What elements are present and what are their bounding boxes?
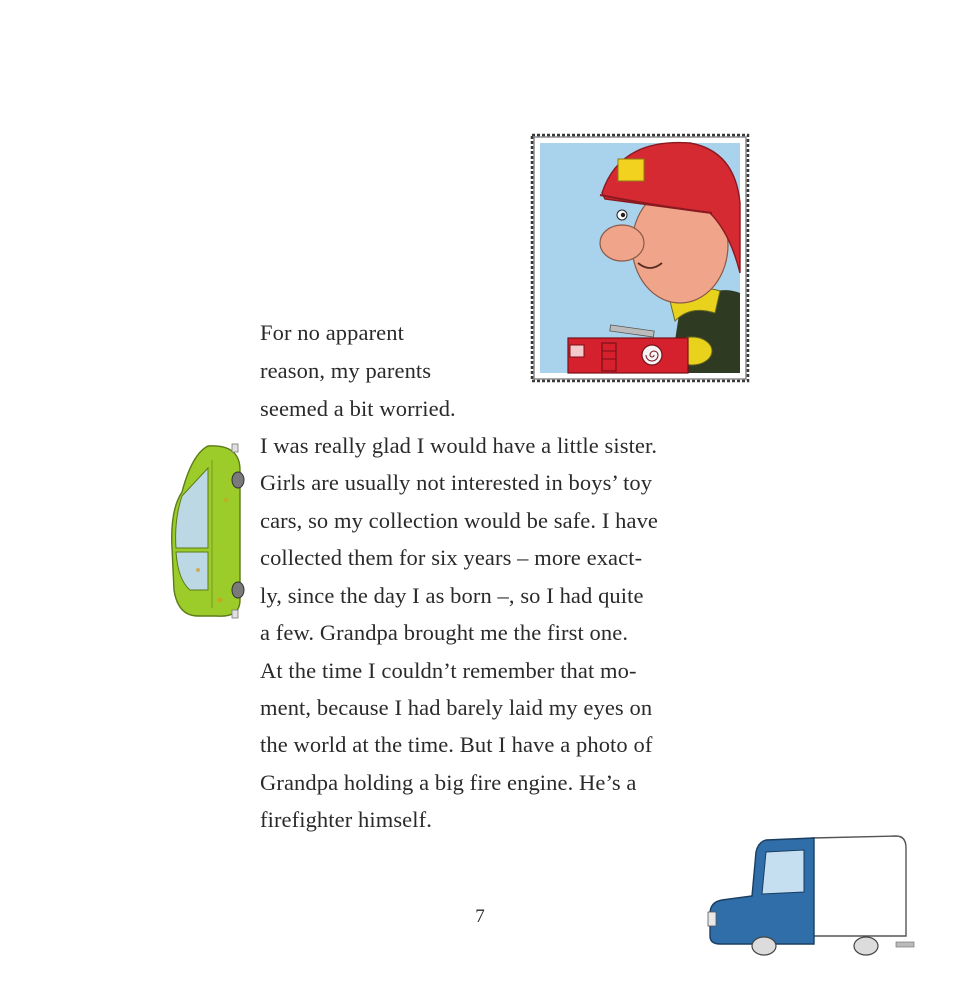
truck-hose-reel [642,345,662,365]
story-line: seemed a bit worried. [260,396,456,421]
truck-cargo [812,836,906,936]
story-line: For no apparent [260,320,404,345]
car-wheel [232,582,244,598]
car-wheel [232,472,244,488]
truck-window [762,850,804,894]
story-line: the world at the time. But I have a photo of [260,732,653,757]
green-car-svg [168,440,250,622]
helmet-badge [618,159,644,181]
truck-wheel [854,937,878,955]
green-toy-car-illustration [168,440,250,622]
truck-wheel [752,937,776,955]
story-line: Girls are usually not interested in boys’ toy [260,470,653,495]
car-light [232,610,238,618]
story-line: At the time I couldn’t remember that mo- [260,658,637,683]
story-line: reason, my parents [260,358,432,383]
story-line: cars, so my collection would be safe. I have [260,508,659,533]
toy-fire-truck [568,338,688,373]
truck-window [570,345,584,357]
blue-toy-truck-illustration [700,828,920,960]
stamp-svg [530,133,750,383]
story-line: firefighter himself. [260,807,432,832]
story-line: a few. Grandpa brought me the first one. [260,620,629,645]
page-number: 7 [475,906,485,927]
truck-bumper [896,942,914,947]
firefighter-nose [600,225,644,261]
firefighter-pupil [621,213,625,217]
story-line: Grandpa holding a big fire engine. He’s a [260,770,637,795]
car-light [232,444,238,452]
truck-headlight [708,912,716,926]
story-line: I was really glad I would have a little sister. [260,433,658,458]
blue-truck-svg [700,828,920,960]
story-line: collected them for six years – more exact- [260,545,643,570]
story-line: ment, because I had barely laid my eyes on [260,695,653,720]
story-line: ly, since the day I as born –, so I had quite [260,583,644,608]
firefighter-stamp-illustration [530,133,750,383]
